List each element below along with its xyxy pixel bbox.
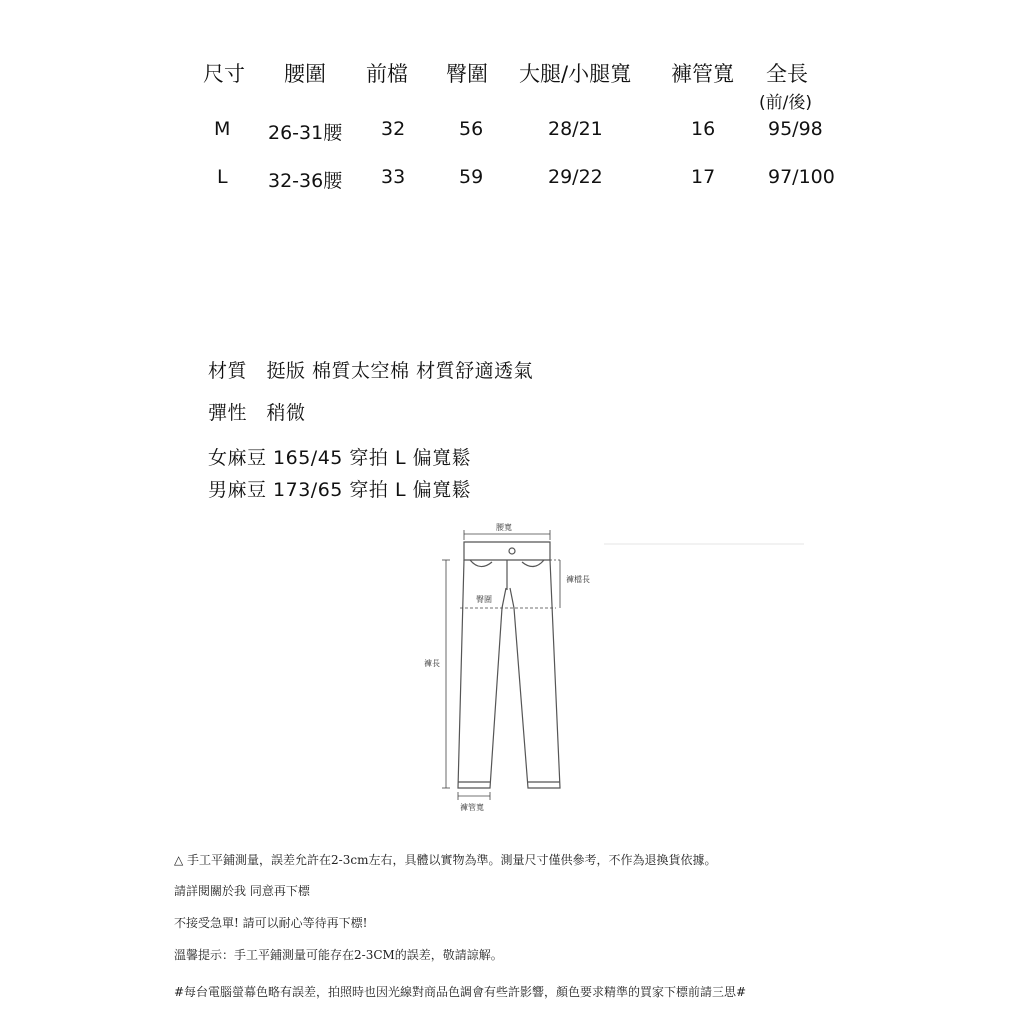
note-read-about: 請詳閱關於我 同意再下標 [174,884,310,898]
model-female-line: 女麻豆 165/45 穿拍 L 偏寬鬆 [208,447,472,469]
label-pants-length: 褲長 [424,659,440,668]
note-tip: 溫馨提示：手工平鋪測量可能存在2-3CM的誤差，敬請諒解。 [174,948,503,962]
row-m-thigh-calf: 28/21 [548,118,603,140]
note-no-rush: 不接受急單! 請可以耐心等待再下標! [174,916,368,930]
elasticity-line: 彈性 稍微 [208,402,306,424]
header-hip: 臀圍 [446,62,488,86]
right-leg-shape [510,560,560,788]
row-l-length: 97/100 [768,166,835,188]
row-l-waist: 32-36腰 [268,170,343,192]
row-m-waist: 26-31腰 [268,122,343,144]
header-hem: 褲管寬 [671,62,734,86]
header-waist: 腰圍 [284,62,326,86]
waistband-shape [464,542,550,560]
material-line: 材質 挺版 棉質太空棉 材質舒適透氣 [208,360,534,382]
row-m-size: M [214,118,231,140]
note-measurement: △ 手工平鋪測量，誤差允許在2-3cm左右，具體以實物為準。測量尺寸僅供參考，不作為退換貨依據。 [174,853,717,867]
row-m-length: 95/98 [768,118,823,140]
label-waist-width: 腰寬 [496,523,512,532]
header-length: 全長 [766,62,808,86]
row-l-hem: 17 [691,166,716,188]
header-length-sub: (前/後) [759,93,812,113]
model-male-line: 男麻豆 173/65 穿拍 L 偏寬鬆 [208,479,472,501]
label-rise-length: 褲檔長 [566,575,590,584]
label-hem-width: 褲管寬 [460,803,484,812]
header-size: 尺寸 [203,62,245,86]
row-l-size: L [217,166,228,188]
label-hip: 臀圍 [476,595,492,604]
row-m-hip: 56 [459,118,484,140]
row-l-thigh-calf: 29/22 [548,166,603,188]
row-m-hem: 16 [691,118,716,140]
row-l-front-rise: 33 [381,166,406,188]
note-color: #每台電腦螢幕色略有誤差，拍照時也因光線對商品色調會有些許影響，顏色要求精準的買家下標前請三思# [174,985,747,999]
row-l-hip: 59 [459,166,484,188]
header-front-rise: 前檔 [366,62,408,86]
row-m-front-rise: 32 [381,118,406,140]
pants-measurement-diagram [414,520,808,820]
header-thigh-calf: 大腿/小腿寬 [519,62,632,86]
